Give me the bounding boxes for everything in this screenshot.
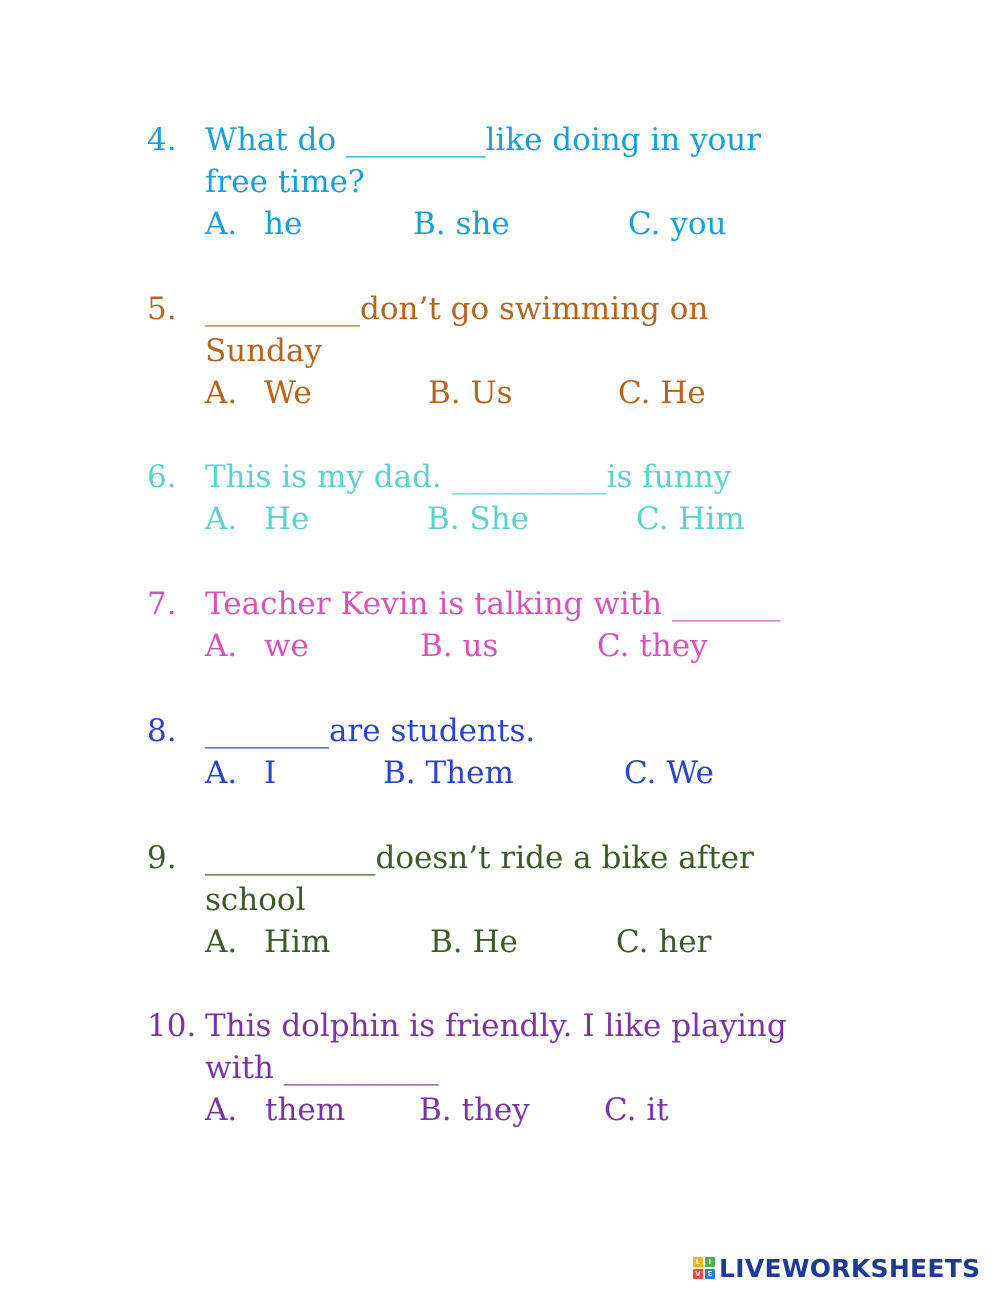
option-a[interactable]: he xyxy=(264,206,303,242)
question-line xyxy=(147,710,847,752)
option-a-letter: A. xyxy=(205,206,238,242)
question-line xyxy=(147,837,847,879)
question-line xyxy=(147,1047,847,1089)
option-b[interactable]: B. Us xyxy=(428,375,513,411)
question-text: ________are students. xyxy=(205,713,536,749)
logo-tile: L xyxy=(693,1257,703,1267)
answer-options xyxy=(147,752,847,794)
question-line xyxy=(147,879,847,921)
question-number: 8. xyxy=(147,713,177,749)
question-text: ___________doesn’t ride a bike after xyxy=(205,840,754,876)
question-text: __________don’t go swimming on xyxy=(205,291,709,327)
question-6 xyxy=(147,456,847,540)
question-line xyxy=(147,288,847,330)
option-a-letter: A. xyxy=(205,1092,238,1128)
answer-options xyxy=(147,203,847,245)
option-c[interactable]: C. We xyxy=(624,755,715,791)
question-line xyxy=(147,456,847,498)
question-text: Sunday xyxy=(205,333,323,369)
question-text: school xyxy=(205,882,306,918)
answer-options xyxy=(147,1089,847,1131)
option-a-letter: A. xyxy=(205,628,238,664)
question-number: 5. xyxy=(147,291,177,327)
option-a[interactable]: we xyxy=(264,628,309,664)
option-c[interactable]: C. Him xyxy=(636,501,745,537)
question-line xyxy=(147,330,847,372)
question-line xyxy=(147,161,847,203)
option-b[interactable]: B. She xyxy=(427,501,530,537)
question-text: free time? xyxy=(205,164,365,200)
option-a[interactable]: them xyxy=(265,1092,346,1128)
question-number: 4. xyxy=(147,122,177,158)
question-text: with __________ xyxy=(205,1050,439,1086)
question-10 xyxy=(147,1005,847,1131)
question-number: 9. xyxy=(147,840,177,876)
option-c[interactable]: C. you xyxy=(628,206,727,242)
question-text: What do _________like doing in your xyxy=(205,122,762,158)
liveworksheets-logo[interactable] xyxy=(693,1254,980,1282)
option-a-letter: A. xyxy=(205,924,238,960)
answer-options xyxy=(147,625,847,667)
question-4 xyxy=(147,119,847,245)
question-line xyxy=(147,1005,847,1047)
option-a-letter: A. xyxy=(205,375,238,411)
option-c[interactable]: C. He xyxy=(618,375,706,411)
option-b[interactable]: B. us xyxy=(420,628,499,664)
option-b[interactable]: B. He xyxy=(430,924,518,960)
option-c[interactable]: C. it xyxy=(604,1092,669,1128)
brand-text: LIVEWORKSHEETS xyxy=(719,1253,981,1283)
question-text: Teacher Kevin is talking with _______ xyxy=(205,586,781,622)
question-9 xyxy=(147,837,847,963)
answer-options xyxy=(147,372,847,414)
option-b[interactable]: B. they xyxy=(419,1092,530,1128)
question-number: 6. xyxy=(147,459,177,495)
question-text: This dolphin is friendly. I like playing xyxy=(205,1008,787,1044)
option-a[interactable]: I xyxy=(264,755,277,791)
logo-tile: I xyxy=(705,1257,715,1267)
option-c[interactable]: C. her xyxy=(616,924,712,960)
option-b[interactable]: B. Them xyxy=(383,755,514,791)
question-number: 7. xyxy=(147,586,177,622)
question-text: This is my dad. __________is funny xyxy=(205,459,732,495)
option-b[interactable]: B. she xyxy=(413,206,510,242)
answer-options xyxy=(147,921,847,963)
option-a[interactable]: We xyxy=(264,375,312,411)
question-5 xyxy=(147,288,847,414)
option-a[interactable]: Him xyxy=(264,924,331,960)
question-8 xyxy=(147,710,847,794)
question-7 xyxy=(147,583,847,667)
logo-icon xyxy=(693,1257,715,1279)
logo-tile: E xyxy=(705,1269,715,1279)
answer-options xyxy=(147,498,847,540)
option-a-letter: A. xyxy=(205,755,238,791)
option-a-letter: A. xyxy=(205,501,238,537)
option-c[interactable]: C. they xyxy=(597,628,708,664)
logo-tile: V xyxy=(693,1269,703,1279)
question-line xyxy=(147,119,847,161)
question-number: 10. xyxy=(147,1008,197,1044)
question-line xyxy=(147,583,847,625)
option-a[interactable]: He xyxy=(264,501,310,537)
